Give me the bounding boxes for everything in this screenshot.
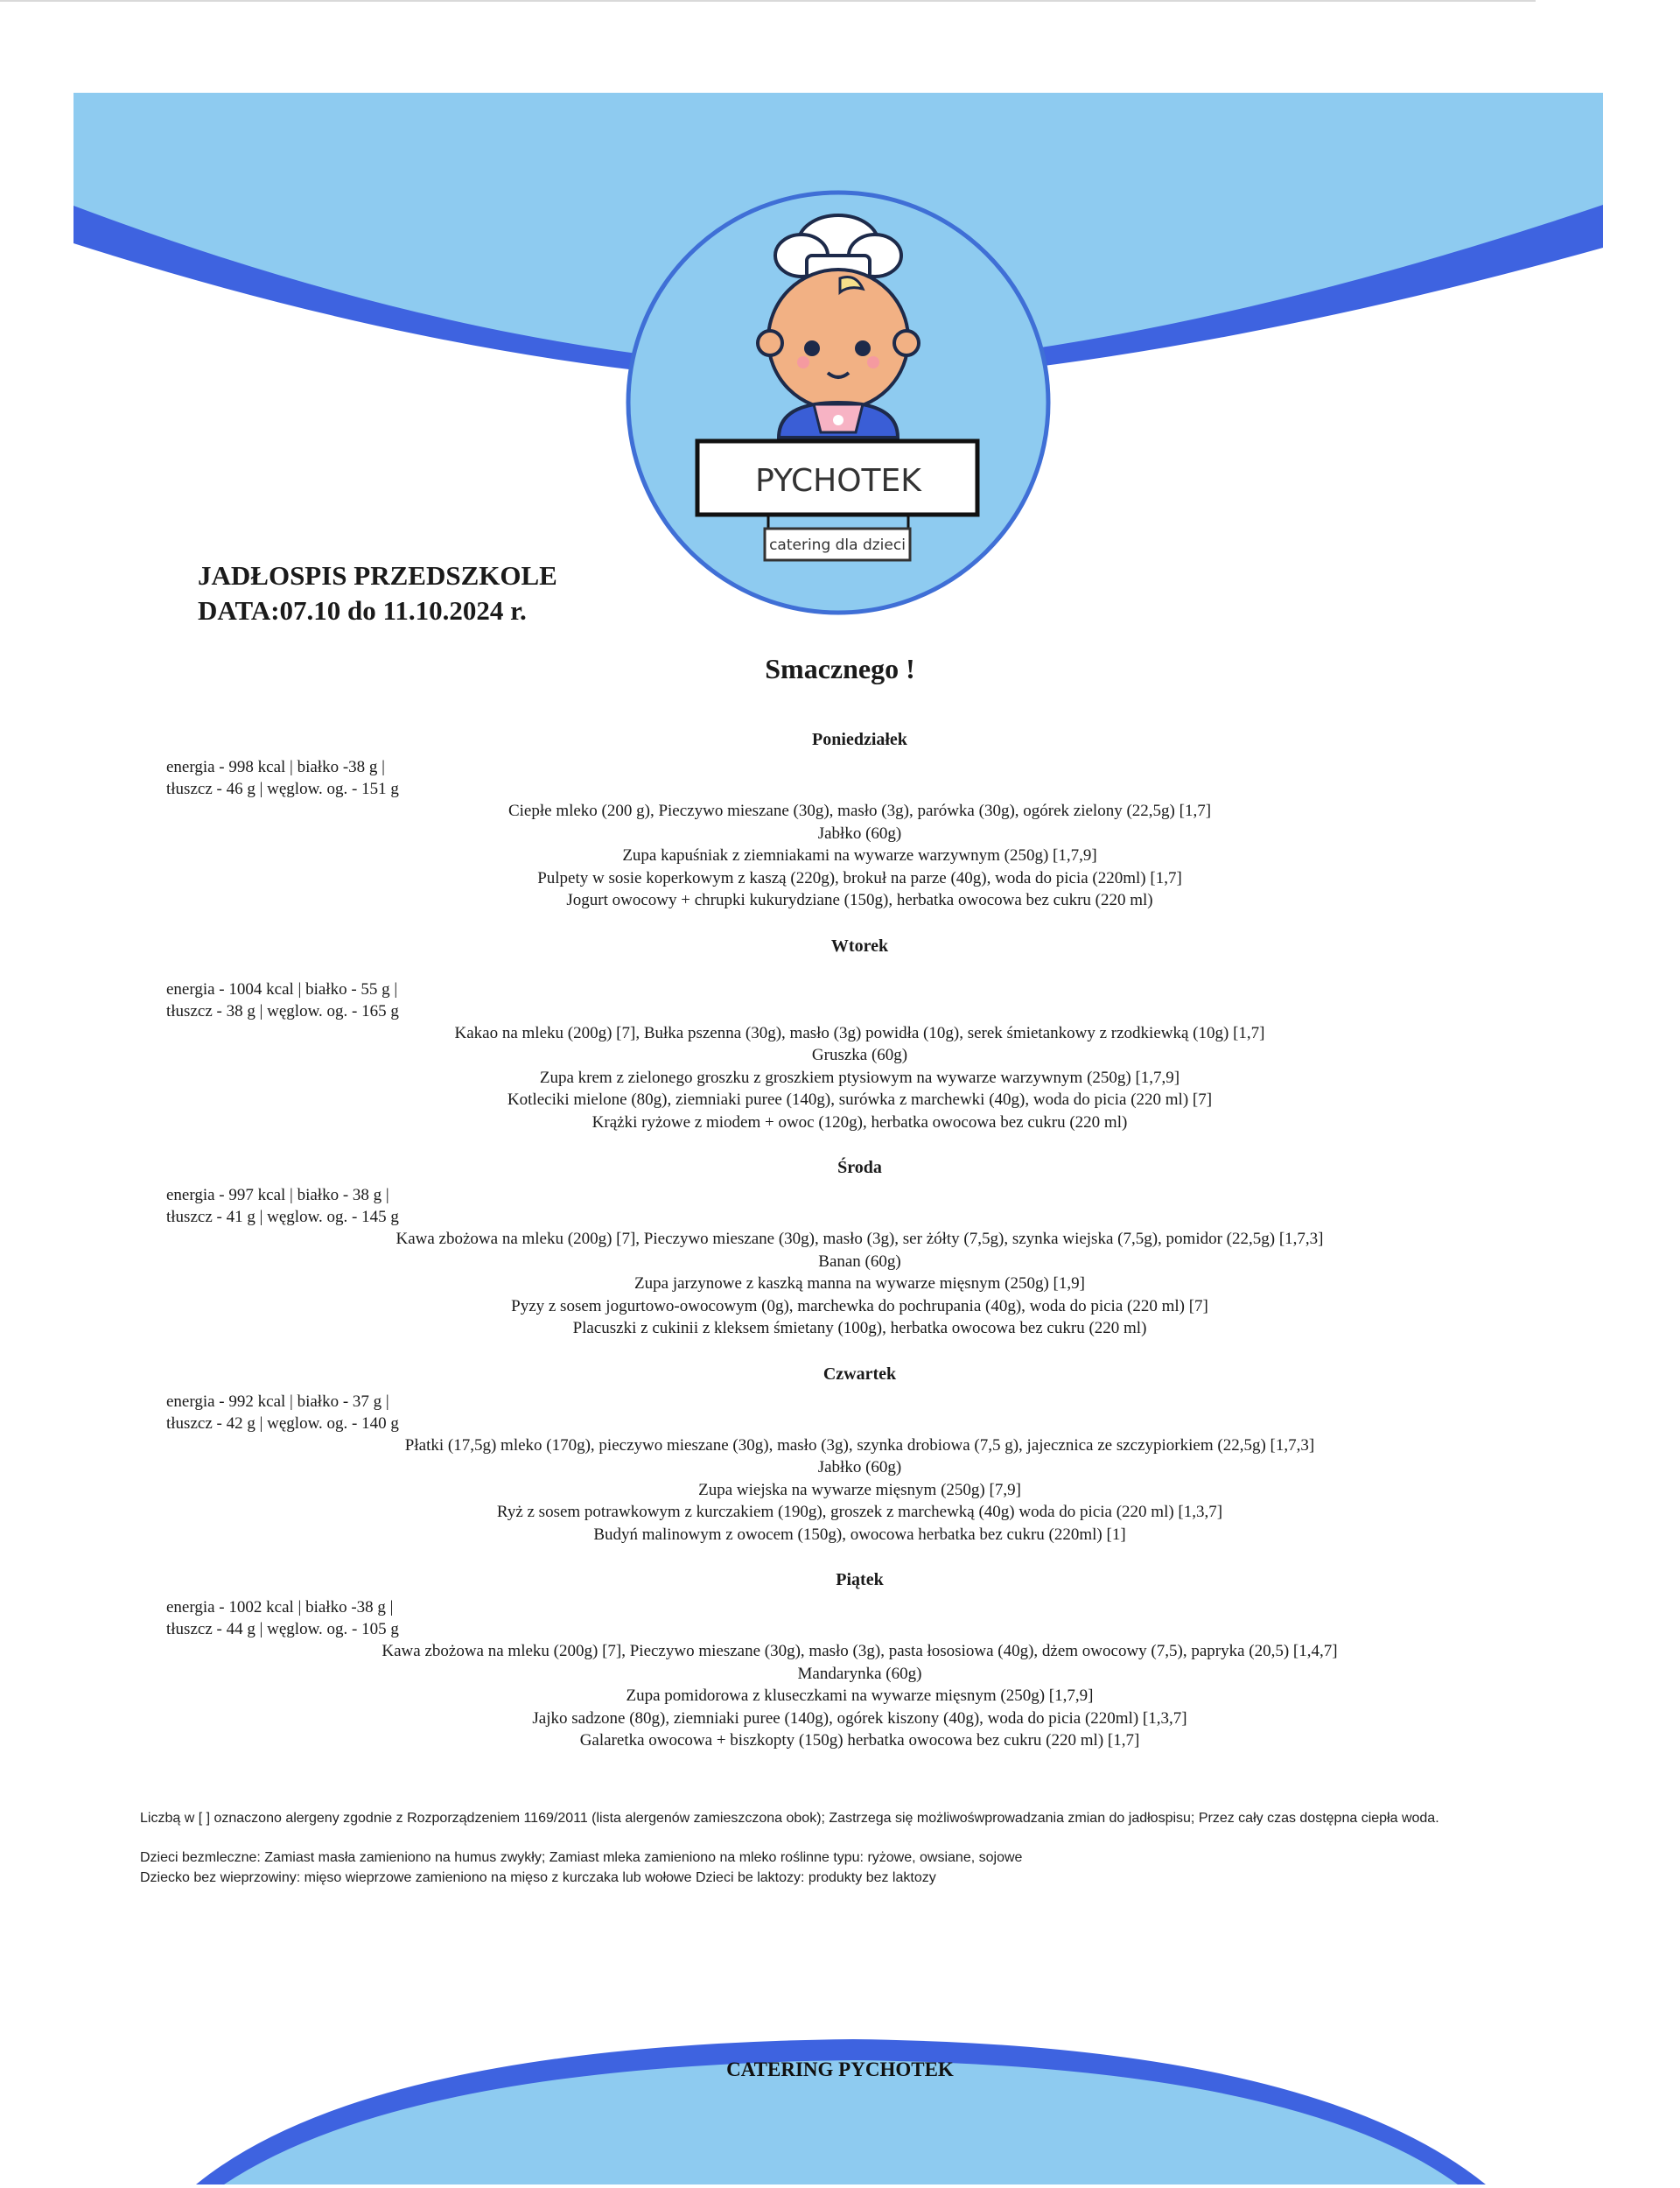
day-name: Czwartek bbox=[822, 1364, 897, 1384]
logo bbox=[628, 193, 1048, 613]
meal-line: Jabłko (60g) bbox=[817, 824, 902, 843]
logo-tagline: catering dla dzieci bbox=[769, 536, 906, 554]
nutrition-line: tłuszcz - 46 g | węglow. og. - 151 g bbox=[166, 780, 399, 798]
meal-line: Jogurt owocowy + chrupki kukurydziane (150g), herbatka owocowa bez cukru (220 ml) bbox=[566, 891, 1153, 909]
meal-line: Budyń malinowym z owocem (150g), owocowa herbatka bez cukru (220ml) [1] bbox=[593, 1525, 1126, 1544]
meal-line: Jabłko (60g) bbox=[817, 1458, 902, 1476]
day-wednesday bbox=[0, 1156, 1680, 1340]
pork-free-note: Dziecko bez wieprzowiny: mięso wieprzowe zamieniono na mięso z kurczaka lub wołowe Dzieci be laktozy: produkty bez laktozy bbox=[140, 1870, 936, 1885]
meal-line: Pyzy z sosem jogurtowo-owocowym (0g), marchewka do pochrupania (40g), woda do picia (220 ml) [7] bbox=[511, 1296, 1208, 1315]
nutrition-line: tłuszcz - 44 g | węglow. og. - 105 g bbox=[166, 1620, 399, 1638]
menu-days bbox=[0, 728, 1680, 1775]
meal-line: Mandarynka (60g) bbox=[797, 1664, 922, 1683]
day-name: Piątek bbox=[836, 1570, 884, 1589]
meal-line: Płatki (17,5g) mleko (170g), pieczywo mieszane (30g), masło (3g), szynka drobiowa (7,5 g), jajecznica ze szczypiorkiem (22,5g) [1,7,3] bbox=[404, 1435, 1315, 1455]
day-thursday bbox=[0, 1363, 1680, 1546]
meal-line: Zupa wiejska na wywarze mięsnym (250g) [7,9] bbox=[698, 1480, 1021, 1499]
footer-title: CATERING PYCHOTEK bbox=[726, 2058, 954, 2080]
meal-line: Kakao na mleku (200g) [7], Bułka pszenna (30g), masło (3g) powidła (10g), serek śmietankowy z rzodkiewką (10g) [1,7] bbox=[454, 1023, 1265, 1042]
meal-line: Zupa krem z zielonego groszku z groszkiem ptysiowym na wywarze warzywnym (250g) [1,7,9] bbox=[539, 1068, 1180, 1087]
footer-banner bbox=[0, 2013, 1680, 2188]
meal-line: Pulpety w sosie koperkowym z kaszą (220g), brokuł na parze (40g), woda do picia (220ml) [1,7] bbox=[537, 868, 1182, 887]
meal-line: Kawa zbożowa na mleku (200g) [7], Pieczywo mieszane (30g), masło (3g), pasta łososiowa (40g), dżem owocowy (7,5), papryka (20,5) [1,4,7] bbox=[382, 1642, 1338, 1660]
greeting: Smacznego ! bbox=[765, 653, 915, 684]
allergen-note: Liczbą w [ ] oznaczono alergeny zgodnie z Rozporządzeniem 1169/2011 (lista alergenów zamieszczona obok); Zastrzega się możliwośwprowadzania zmian do jadłospisu; Przez cały czas dostępna ciepła woda. bbox=[140, 1811, 1439, 1826]
day-friday bbox=[0, 1568, 1680, 1752]
meal-line: Galaretka owocowa + biszkopty (150g) herbatka owocowa bez cukru (220 ml) [1,7] bbox=[579, 1731, 1140, 1750]
meal-line: Krążki ryżowe z miodem + owoc (120g), herbatka owocowa bez cukru (220 ml) bbox=[592, 1112, 1128, 1132]
meal-line: Jajko sadzone (80g), ziemniaki puree (140g), ogórek kiszony (40g), woda do picia (220ml) [1,3,7] bbox=[532, 1708, 1187, 1728]
day-monday bbox=[0, 728, 1680, 912]
nutrition-line: energia - 1002 kcal | białko -38 g | bbox=[166, 1598, 394, 1616]
nutrition-line: energia - 992 kcal | białko - 37 g | bbox=[166, 1392, 389, 1411]
title-block bbox=[198, 558, 557, 628]
meal-line: Kawa zbożowa na mleku (200g) [7], Pieczywo mieszane (30g), masło (3g), ser żółty (7,5g), szynka wiejska (7,5g), pomidor (22,5g) [1,7,3] bbox=[396, 1230, 1324, 1248]
meal-line: Ryż z sosem potrawkowym z kurczakiem (190g), groszek z marchewką (40g) woda do picia (220 ml) [1,3,7] bbox=[496, 1503, 1223, 1521]
meal-line: Placuszki z cukinii z kleksem śmietany (100g), herbatka owocowa bez cukru (220 ml) bbox=[572, 1319, 1147, 1337]
meal-line: Zupa pomidorowa z kluseczkami na wywarze mięsnym (250g) [1,7,9] bbox=[626, 1687, 1094, 1705]
nutrition-line: energia - 1004 kcal | białko - 55 g | bbox=[166, 979, 398, 999]
nutrition-line: energia - 997 kcal | białko - 38 g | bbox=[166, 1186, 389, 1204]
day-name: Wtorek bbox=[830, 936, 889, 956]
nutrition-line: tłuszcz - 41 g | węglow. og. - 145 g bbox=[166, 1208, 399, 1226]
meal-line: Zupa jarzynowe z kaszką manna na wywarze mięsnym (250g) [1,9] bbox=[634, 1274, 1085, 1293]
day-name: Poniedziałek bbox=[812, 730, 907, 749]
dairy-free-note: Dzieci bezmleczne: Zamiast masła zamieniono na humus zwykły; Zamiast mleka zamieniono na mleko roślinne typu: ryżowe, owsiane, sojowe bbox=[140, 1850, 1023, 1865]
meal-line: Banan (60g) bbox=[818, 1252, 901, 1271]
logo-name: PYCHOTEK bbox=[755, 463, 921, 499]
nutrition-line: tłuszcz - 38 g | węglow. og. - 165 g bbox=[166, 1001, 399, 1020]
day-tuesday bbox=[0, 935, 1680, 1134]
date-range: DATA:07.10 do 11.10.2024 r. bbox=[198, 595, 527, 626]
footnotes bbox=[140, 1808, 1558, 1888]
nutrition-line: tłuszcz - 42 g | węglow. og. - 140 g bbox=[166, 1413, 399, 1433]
meal-line: Kotleciki mielone (80g), ziemniaki puree (140g), surówka z marchewki (40g), woda do picia (220 ml) [7] bbox=[507, 1090, 1213, 1109]
meal-line: Gruszka (60g) bbox=[811, 1046, 908, 1064]
meal-line: Zupa kapuśniak z ziemniakami na wywarze warzywnym (250g) [1,7,9] bbox=[622, 846, 1097, 865]
nutrition-line: energia - 998 kcal | białko -38 g | bbox=[166, 758, 385, 776]
page-title: JADŁOSPIS PRZEDSZKOLE bbox=[198, 560, 557, 591]
header-banner bbox=[0, 0, 1680, 630]
day-name: Środa bbox=[837, 1158, 882, 1177]
meal-line: Ciepłe mleko (200 g), Pieczywo mieszane (30g), masło (3g), parówka (30g), ogórek zielony (22,5g) [1,7] bbox=[508, 802, 1212, 820]
